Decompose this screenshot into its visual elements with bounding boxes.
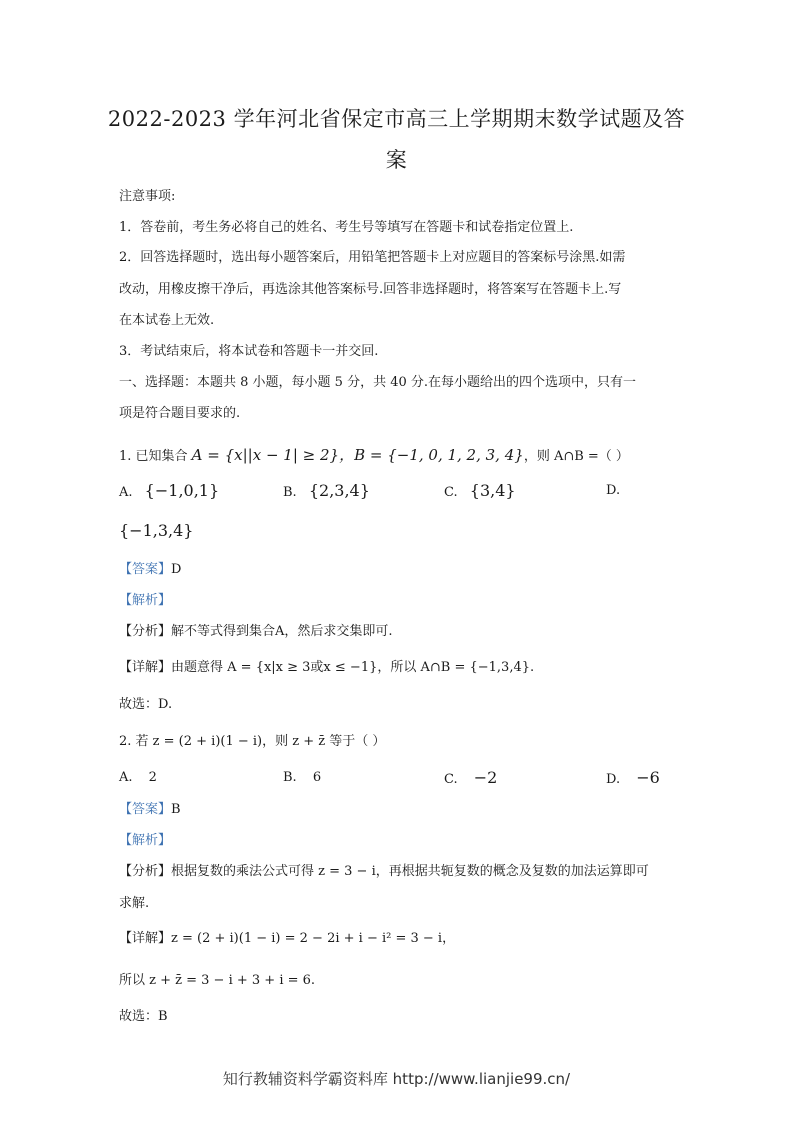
q2-answer-value: B: [171, 802, 181, 817]
q2-option-a: [119, 766, 157, 790]
q1-option-d-label: D.: [606, 483, 621, 498]
q2-option-b-value: 6: [312, 770, 322, 785]
q2-option-a-value: 2: [148, 770, 157, 785]
q1-option-c-value: {3,4}: [469, 481, 516, 500]
notice-item-2-line1: 2．回答选择题时，选出每小题答案后，用铅笔把答题卡上对应题目的答案标号涂黑.如需: [119, 250, 626, 265]
q1-option-d-value-row: [119, 519, 193, 545]
q2-answer-tag: 【答案】: [119, 802, 172, 817]
q1-xiangjie: [119, 658, 534, 678]
q2-conclusion: 故选：B: [119, 1009, 168, 1024]
q2-option-d: [606, 766, 660, 792]
q1-answer-value: D: [171, 562, 182, 577]
q2-xiangjie-text: z = (2 + i)(1 − i) = 2 − 2i + i − i² = 3 − i，: [171, 931, 456, 946]
q1-option-b: [283, 479, 370, 505]
q1-option-c: [444, 479, 516, 505]
q1-stem: [119, 445, 629, 467]
q1-option-a-value: {−1,0,1}: [144, 481, 220, 500]
section-heading-line2: 项是符合题目要求的.: [119, 406, 241, 421]
q2-xiangjie-tag: 【详解】: [119, 931, 172, 946]
q1-fenxi: [119, 622, 393, 642]
q1-stem-prefix: 1. 已知集合: [119, 449, 192, 464]
notice-item-1: 1．答卷前，考生务必将自己的姓名、考生号等填写在答题卡和试卷指定位置上.: [119, 220, 574, 235]
q1-set-a: A = {x||x − 1| ≥ 2}: [191, 446, 340, 464]
section-heading-line1: 一、选择题：本题共 8 小题，每小题 5 分，共 40 分.在每小题给出的四个选项中，只有一: [119, 375, 637, 390]
q1-option-a: [119, 479, 219, 505]
q2-option-c-value: −2: [473, 768, 498, 787]
q1-xiangjie-tag: 【详解】: [119, 660, 172, 675]
q1-conclusion: 故选：D.: [119, 697, 173, 712]
q1-answer-tag: 【答案】: [119, 562, 172, 577]
q2-option-b-label: B.: [283, 770, 297, 785]
q2-xiangjie: [119, 929, 455, 949]
q2-fenxi-tag: 【分析】: [119, 864, 172, 879]
q2-option-d-label: D.: [606, 772, 621, 787]
q1-analysis-tag: 【解析】: [119, 593, 172, 608]
q2-option-b: [283, 766, 321, 790]
q2-option-c: [444, 766, 497, 792]
q1-option-b-value: {2,3,4}: [308, 481, 370, 500]
q2-fenxi-line2: 求解.: [119, 896, 150, 911]
q1-set-b: ，B = {−1, 0, 1, 2, 3, 4}: [339, 446, 524, 464]
q2-analysis-tag: 【解析】: [119, 833, 172, 848]
q1-option-c-label: C.: [444, 485, 458, 500]
q1-option-d-value: {−1,3,4}: [119, 521, 194, 540]
page-title-line1: 2022-2023 学年河北省保定市高三上学期期末数学试题及答: [107, 107, 686, 131]
footer-watermark: 知行教辅资料学霸资料库 http://www.lianjie99.cn/: [222, 1070, 571, 1088]
q1-answer: [119, 560, 181, 580]
q1-fenxi-text: 解不等式得到集合A，然后求交集即可.: [171, 624, 393, 639]
notice-heading: 注意事项:: [119, 189, 176, 204]
q2-stem: 2. 若 z = (2 + i)(1 − i)，则 z + z̄ 等于（ ）: [119, 734, 386, 749]
q1-option-b-label: B.: [283, 485, 297, 500]
page-title-line2: 案: [385, 148, 408, 172]
q1-option-a-label: A.: [119, 485, 133, 500]
q1-stem-suffix: ，则 A∩B =（ ）: [523, 449, 629, 464]
q1-fenxi-tag: 【分析】: [119, 624, 172, 639]
q2-fenxi-text: 根据复数的乘法公式可得 z = 3 − i，再根据共轭复数的概念及复数的加法运算即可: [171, 864, 649, 879]
q2-option-a-label: A.: [119, 770, 133, 785]
q1-option-d: [606, 479, 620, 503]
q2-option-d-value: −6: [636, 768, 660, 787]
q1-xiangjie-text: 由题意得 A = {x|x ≥ 3或x ≤ −1}，所以 A∩B = {−1,3,4}.: [171, 660, 535, 675]
q2-so: 所以 z + z̄ = 3 − i + 3 + i = 6.: [119, 973, 316, 988]
q2-fenxi-line1: [119, 862, 649, 882]
notice-item-2-line3: 在本试卷上无效.: [119, 313, 215, 328]
notice-item-2-line2: 改动，用橡皮擦干净后，再选涂其他答案标号.回答非选择题时，将答案写在答题卡上.写: [119, 282, 622, 297]
q2-answer: [119, 800, 181, 820]
notice-item-3: 3．考试结束后，将本试卷和答题卡一并交回.: [119, 344, 379, 359]
q2-option-c-label: C.: [444, 772, 458, 787]
